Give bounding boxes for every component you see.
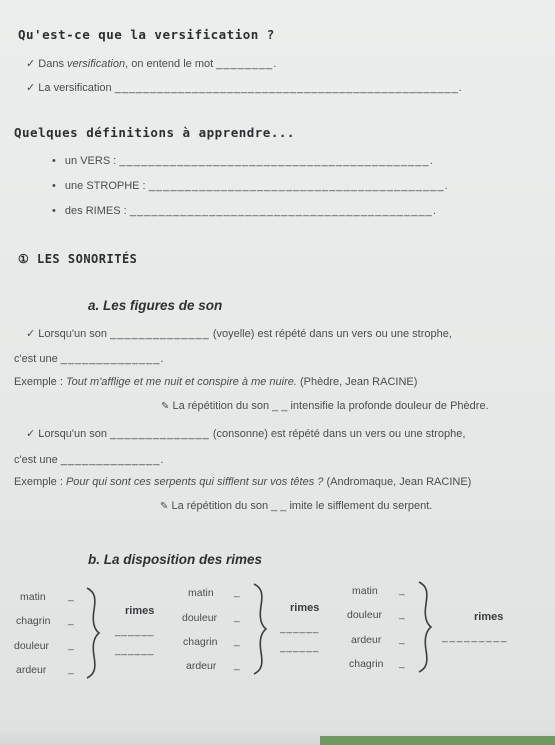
- vowel-figure-line: [14, 353, 163, 365]
- intro-item-1-text-end: , on entend le mot: [125, 58, 214, 70]
- definitions-heading: Quelques définitions à apprendre...: [14, 125, 295, 140]
- subheading-disposition-rimes: b. La disposition des rimes: [88, 552, 263, 567]
- definition-item-vers: [52, 155, 433, 167]
- desk-edge: [320, 736, 555, 745]
- page-title: Qu'est-ce que la versification ?: [18, 27, 275, 42]
- example-andromaque-note: [160, 500, 432, 512]
- section-sonorites-heading: ① LES SONORITÉS: [18, 252, 138, 266]
- definition-label-vers: un VERS :: [64, 155, 117, 167]
- rhyme-word: douleur: [14, 640, 50, 652]
- definition-item-rimes: [52, 205, 436, 217]
- bullet-icon: •: [52, 155, 56, 167]
- rhyme-blank[interactable]: _: [399, 634, 405, 645]
- brace-icon: [416, 580, 434, 674]
- rhyme-word: matin: [188, 587, 214, 599]
- pencil-icon: ✎: [160, 501, 169, 512]
- definition-blank-vers[interactable]: ___________________________________________: [119, 155, 430, 167]
- rhyme-word: ardeur: [186, 660, 217, 672]
- definition-label-strophe: une STROPHE :: [64, 180, 146, 192]
- pencil-icon: ✎: [161, 401, 170, 412]
- rhyme-blank[interactable]: _: [68, 640, 74, 651]
- vowel-definition-text: Lorsqu'un son: [38, 328, 108, 340]
- intro-item-2-period: .: [458, 82, 462, 94]
- rimes-type-blank[interactable]: ______: [115, 626, 155, 637]
- check-icon: ✓: [26, 428, 36, 440]
- consonant-figure-text: c'est une: [14, 454, 58, 466]
- rhyme-word: chagrin: [183, 636, 218, 648]
- definition-item-strophe: [52, 180, 448, 192]
- vowel-sound-blank[interactable]: ______________: [110, 328, 210, 340]
- check-icon: ✓: [26, 82, 36, 94]
- definition-blank-rimes[interactable]: __________________________________________: [129, 205, 433, 217]
- example-label: Exemple :: [14, 476, 66, 488]
- brace-icon: [251, 582, 269, 676]
- rimes-label: rimes: [290, 602, 320, 614]
- consonant-figure-period: .: [160, 454, 164, 466]
- rimes-type-blank[interactable]: ______: [280, 623, 320, 634]
- rhyme-word: chagrin: [16, 615, 51, 627]
- example-label: Exemple :: [14, 376, 66, 388]
- consonant-sound-blank[interactable]: ______________: [110, 428, 210, 440]
- rhyme-blank[interactable]: _: [68, 664, 74, 675]
- rhyme-blank[interactable]: _: [399, 658, 405, 669]
- rhyme-blank[interactable]: _: [399, 609, 405, 620]
- phedre-note-text: La répétition du son _ _ intensifie la profonde douleur de Phèdre.: [172, 400, 489, 412]
- example-phedre-note: [161, 400, 489, 412]
- rhyme-word: matin: [20, 591, 46, 603]
- consonant-definition-text: Lorsqu'un son: [38, 428, 108, 440]
- consonant-definition-line: [26, 427, 465, 440]
- rhyme-word: ardeur: [16, 664, 47, 676]
- consonant-definition-text-end: (consonne) est répété dans un vers ou une strophe,: [212, 428, 466, 440]
- definition-period: .: [429, 155, 433, 167]
- andromaque-note-text: La répétition du son _ _ imite le sifflement du serpent.: [171, 500, 433, 512]
- rhyme-blank[interactable]: _: [68, 591, 74, 602]
- rhyme-word: chagrin: [349, 658, 384, 670]
- definition-blank-strophe[interactable]: _________________________________________: [148, 180, 445, 192]
- example-phedre: [14, 376, 417, 388]
- definition-period: .: [444, 180, 448, 192]
- rhyme-blank[interactable]: _: [68, 615, 74, 626]
- check-icon: ✓: [26, 328, 36, 340]
- vowel-figure-blank[interactable]: ______________: [60, 353, 161, 365]
- bullet-icon: •: [52, 180, 56, 192]
- example-source-andromaque: (Andromaque, Jean RACINE): [323, 476, 472, 488]
- rhyme-blank[interactable]: _: [234, 612, 240, 623]
- intro-item-1-blank[interactable]: ________: [216, 58, 274, 70]
- definition-period: .: [432, 205, 436, 217]
- example-quote-andromaque: Pour qui sont ces serpents qui sifflent sur vos têtes ?: [65, 476, 324, 488]
- rhyme-blank[interactable]: _: [234, 587, 240, 598]
- check-icon: ✓: [26, 58, 36, 70]
- intro-item-2-text: La versification: [38, 82, 112, 94]
- rimes-type-blank[interactable]: _________: [442, 632, 509, 643]
- rhyme-blank[interactable]: _: [234, 660, 240, 671]
- rimes-type-blank[interactable]: ______: [280, 642, 320, 653]
- example-quote-phedre: Tout m'afflige et me nuit et conspire à me nuire.: [65, 376, 297, 388]
- vowel-figure-text: c'est une: [14, 353, 58, 365]
- rimes-type-blank[interactable]: ______: [115, 645, 155, 656]
- rimes-label: rimes: [125, 605, 155, 617]
- rhyme-word: douleur: [347, 609, 383, 621]
- bullet-icon: •: [52, 205, 56, 217]
- rhyme-word: ardeur: [351, 634, 382, 646]
- rhyme-word: matin: [352, 585, 378, 597]
- subheading-figures-de-son: a. Les figures de son: [88, 298, 223, 313]
- intro-item-2: [26, 81, 462, 94]
- definition-label-rimes: des RIMES :: [64, 205, 127, 217]
- example-source-phedre: (Phèdre, Jean RACINE): [296, 376, 418, 388]
- intro-item-2-blank[interactable]: _________________________________________________: [114, 82, 459, 94]
- intro-item-1-period: .: [273, 58, 277, 70]
- example-andromaque: [14, 476, 471, 488]
- consonant-figure-blank[interactable]: ______________: [60, 454, 161, 466]
- brace-icon: [84, 586, 102, 680]
- rhyme-word: douleur: [182, 612, 218, 624]
- rhyme-blank[interactable]: _: [399, 585, 405, 596]
- vowel-definition-text-end: (voyelle) est répété dans un vers ou une strophe,: [212, 328, 452, 340]
- vowel-definition-line: [26, 327, 452, 340]
- intro-item-1-text: Dans: [38, 58, 68, 70]
- vowel-figure-period: .: [160, 353, 164, 365]
- rimes-label: rimes: [474, 611, 504, 623]
- rhyme-blank[interactable]: _: [234, 636, 240, 647]
- consonant-figure-line: [14, 454, 163, 466]
- intro-item-1-italic: versification: [67, 58, 126, 70]
- intro-item-1: [26, 57, 276, 70]
